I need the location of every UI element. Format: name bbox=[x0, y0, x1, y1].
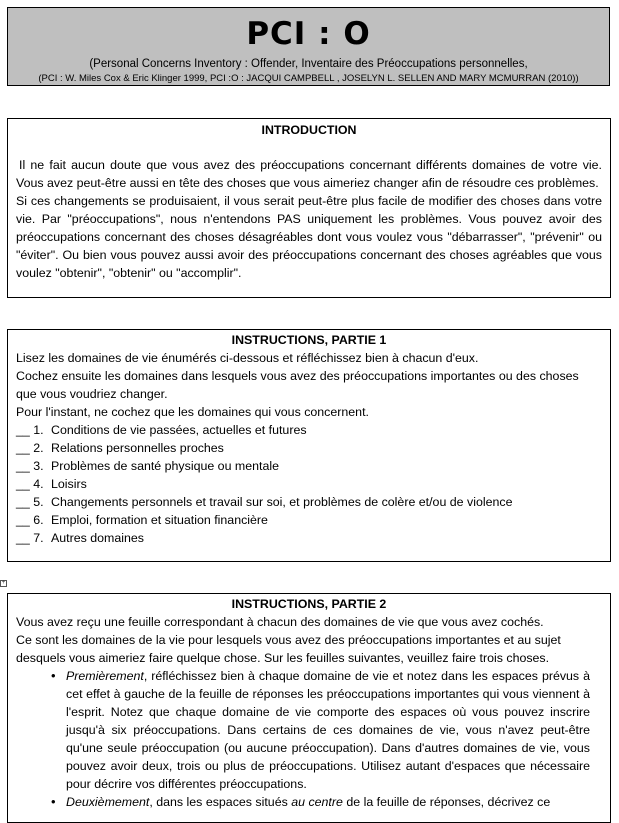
document-authors: (PCI : W. Miles Cox & Eric Klinger 1999, PCI :O : JACQUI CAMPBELL , JOSELYN L. SELLEN AND MARY MCMURRAN (2010)) bbox=[38, 73, 579, 84]
part1-line-2: Cochez ensuite les domaines dans lesquels vous avez des préoccupations importantes ou des choses que vous voudriez changer. bbox=[16, 369, 579, 401]
checkbox-blank[interactable]: __ 4. bbox=[16, 477, 44, 491]
part2-bullet-item bbox=[16, 667, 602, 793]
part2-line-2: Ce sont les domaines de la vie pour lesquels vous avez des préoccupations importantes et au sujet desquels vous aimeriez faire quelque chose. Sur les feuilles suivantes, veuillez faire trois choses. bbox=[16, 633, 561, 665]
life-domain-item[interactable] bbox=[16, 421, 602, 439]
checkbox-blank[interactable]: __ 3. bbox=[16, 459, 44, 473]
spacer bbox=[16, 139, 602, 156]
introduction-paragraph-2: Si ces changements se produisaient, il vous serait peut-être plus facile de modifier des choses dans votre vie. Par "préoccupations", nous n'entendons PAS uniquement les problèmes. Vous pouvez avoir des préoccupations concernant des choses désagréables dont vous voulez vous "débarrasser", "prévenir" ou "éviter". Ou bien vous pouvez aussi avoir des préoccupations concernant des choses agréables que vous voulez "obtenir", "obtenir" ou "accomplir". bbox=[16, 194, 602, 280]
bullet-icon: • bbox=[51, 794, 56, 809]
checkbox-blank[interactable]: __ 7. bbox=[16, 531, 44, 545]
part2-bullet-2-emphasis: Deuxièmement bbox=[66, 795, 150, 809]
life-domain-label: Problèmes de santé physique ou mentale bbox=[51, 459, 279, 473]
life-domain-item[interactable] bbox=[16, 439, 602, 457]
part2-bullet-1-text: , réfléchissez bien à chaque domaine de vie et notez dans les espaces prévus à cet effet à gauche de la feuille de réponses les préoccupations importantes qui vous viennent à l'esprit. Notez que chaque domaine de vie comporte des espaces où vous pouvez inscrire jusqu'à six préoccupations. Dans certains de ces domaines de vie, vous n'avez peut-être qu'une seule préoccupation (ou aucune préoccupation). Dans d'autres domaines de vie, vous pouvez avoir deux, trois ou plus de préoccupations. Utilisez autant d'espaces que nécessaire pour décrire vos différentes préoccupations. bbox=[66, 669, 590, 791]
checkbox-blank[interactable]: __ 1. bbox=[16, 423, 44, 437]
part2-bullet-1-emphasis: Premièrement bbox=[66, 669, 144, 683]
instructions-part1-section bbox=[7, 329, 611, 562]
life-domain-item[interactable] bbox=[16, 493, 602, 511]
life-domain-label: Loisirs bbox=[51, 477, 87, 491]
part2-bullet-list bbox=[16, 667, 602, 811]
part2-bullet-2-emphasis-2: au centre bbox=[291, 795, 343, 809]
part1-heading: INSTRUCTIONS, PARTIE 1 bbox=[231, 333, 387, 347]
life-domain-label: Conditions de vie passées, actuelles et futures bbox=[51, 423, 307, 437]
introduction-heading: INTRODUCTION bbox=[261, 123, 357, 137]
life-domain-item[interactable] bbox=[16, 475, 602, 493]
part2-bullet-2-text: , dans les espaces situés bbox=[149, 795, 292, 809]
checkbox-blank[interactable]: __ 2. bbox=[16, 441, 44, 455]
part2-line-1: Vous avez reçu une feuille correspondant à chacun des domaines de vie que vous avez cochés. bbox=[16, 615, 544, 629]
part1-line-3: Pour l'instant, ne cochez que les domaines qui vous concernent. bbox=[16, 405, 369, 419]
table-move-handle-icon[interactable]: + bbox=[1, 580, 6, 586]
life-domain-item[interactable] bbox=[16, 511, 602, 529]
life-domain-label: Relations personnelles proches bbox=[51, 441, 224, 455]
document-subtitle: (Personal Concerns Inventory : Offender, Inventaire des Préoccupations personnelles, bbox=[89, 58, 528, 70]
document-title: PCI : O bbox=[246, 16, 371, 52]
checkbox-blank[interactable]: __ 6. bbox=[16, 513, 44, 527]
life-domain-item[interactable] bbox=[16, 457, 602, 475]
introduction-section bbox=[7, 118, 611, 298]
life-domain-label: Autres domaines bbox=[51, 531, 144, 545]
instructions-part2-section bbox=[7, 593, 611, 823]
part1-line-1: Lisez les domaines de vie énumérés ci-dessous et réfléchissez bien à chacun d'eux. bbox=[16, 351, 479, 365]
life-domain-label: Emploi, formation et situation financière bbox=[51, 513, 268, 527]
life-domain-label: Changements personnels et travail sur soi, et problèmes de colère et/ou de violence bbox=[51, 495, 513, 509]
bullet-icon: • bbox=[51, 668, 56, 683]
part2-bullet-item bbox=[16, 793, 602, 811]
document-header bbox=[7, 7, 610, 86]
checkbox-blank[interactable]: __ 5. bbox=[16, 495, 44, 509]
introduction-paragraph-1: Il ne fait aucun doute que vous avez des préoccupations concernant différents domaines de votre vie. Vous avez peut-être aussi en tête des choses que vous aimeriez changer afin de résoudre ces problèmes. bbox=[16, 158, 602, 190]
part2-heading: INSTRUCTIONS, PARTIE 2 bbox=[231, 597, 387, 611]
life-domain-item[interactable] bbox=[16, 529, 602, 547]
part2-bullet-2-text-2: de la feuille de réponses, décrivez ce bbox=[342, 795, 551, 809]
